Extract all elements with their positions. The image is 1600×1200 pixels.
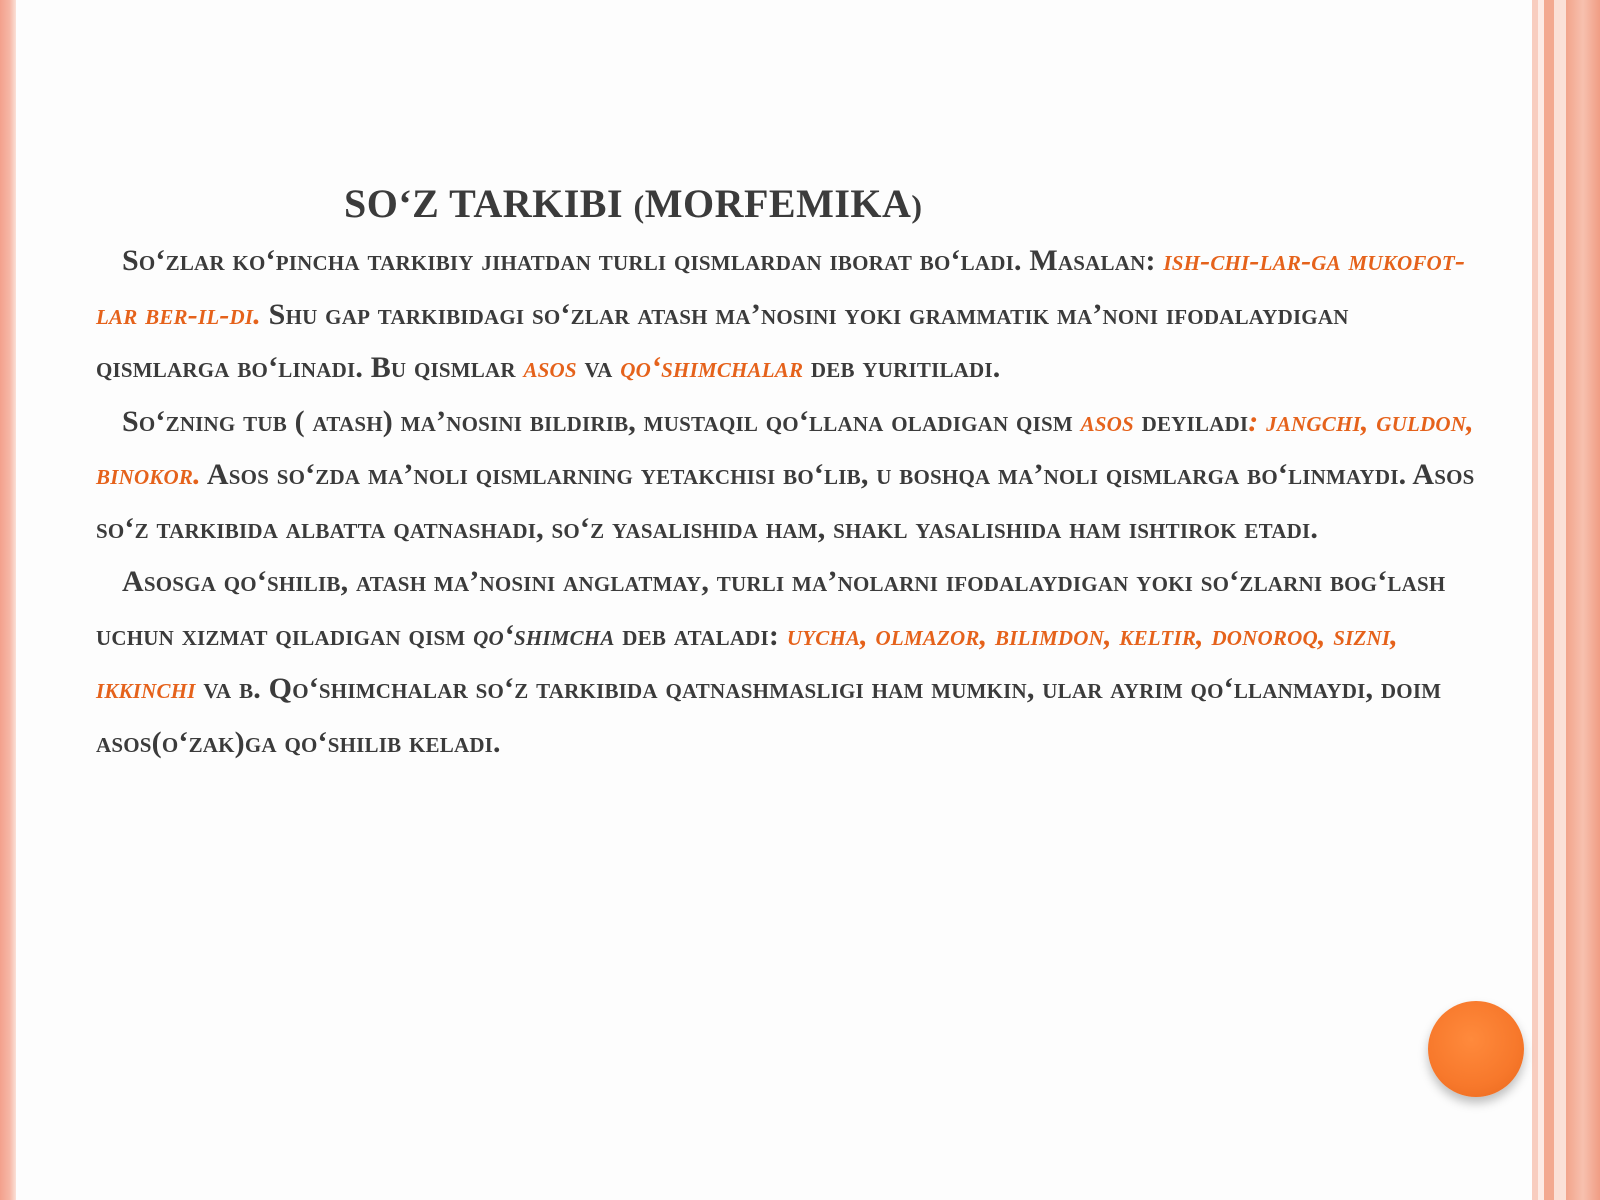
paragraph-text: va — [576, 351, 621, 384]
paragraph-text: Asos so‘zda ma’noli qismlarning yetakchisi bo‘lib, u boshqa ma’noli qismlarga bo‘linmaydi. Asos so‘z tarkibida albatta qatnashadi, so‘z yasalishida ham, shakl yasalishida ham ishtirok etadi. — [96, 458, 1475, 545]
example-highlight: ish-chi-lar-ga mukofot-lar ber-il-di. — [96, 244, 1466, 331]
example-highlight: uycha, olmazor, bilimdon, keltir, donoroq, sizni, ikkinchi — [96, 618, 1398, 705]
term-highlight: qo‘shimchalar — [620, 351, 804, 384]
right-decorative-stripes — [1532, 0, 1600, 1200]
term-italic: qo‘shimcha — [473, 618, 615, 652]
stripe — [1566, 0, 1600, 1200]
stripe — [1544, 0, 1554, 1200]
title-paren-close: ) — [911, 188, 923, 224]
title-paren-open: ( — [633, 188, 645, 224]
slide-content — [96, 176, 1476, 769]
paragraph-text: deb ataladi: — [614, 618, 787, 652]
paragraph-text: Shu gap tarkibidagi so‘zlar atash ma’nosini yoki grammatik ma’noni ifodalaydigan qismlarga bo‘linadi. Bu qismlar — [96, 297, 1349, 384]
paragraph-text: va b. Qo‘shimchalar so‘z tarkibida qatnashmasligi ham mumkin, ular ayrim qo‘llanmaydi, doim asos(o‘zak)ga qo‘shilib keladi. — [96, 672, 1442, 759]
paragraph-1 — [96, 234, 1476, 395]
paragraph-3 — [96, 555, 1476, 769]
paragraph-2 — [96, 395, 1476, 556]
slide-title — [96, 176, 1476, 234]
paragraph-text: Asosga qo‘shilib, atash ma’nosini anglatmay, turli ma’nolarni ifodalaydigan yoki so‘zlarni bog‘lash uchun xizmat qiladigan qism — [96, 565, 1446, 652]
paragraph-text: deyiladi — [1133, 404, 1249, 438]
orange-circle-decoration — [1428, 1001, 1524, 1097]
stripe — [1554, 0, 1566, 1200]
paragraph-text: So‘zlar ko‘pincha tarkibiy jihatdan turli qismlardan iborat bo‘ladi. Masalan: — [122, 244, 1164, 277]
title-main: SO‘Z TARKIBI — [344, 181, 624, 226]
left-decorative-border — [0, 0, 16, 1200]
term-highlight: asos — [523, 351, 577, 384]
title-paren-word: MORFEMIKA — [644, 181, 912, 226]
paragraph-text: deb yuritiladi. — [803, 351, 1001, 384]
term-highlight: asos — [1080, 404, 1134, 438]
example-highlight: : jangchi, guldon, binokor. — [96, 404, 1474, 491]
paragraph-text: So‘zning tub ( atash) ma’nosini bildirib, mustaqil qo‘llana oladigan qism — [122, 404, 1081, 438]
